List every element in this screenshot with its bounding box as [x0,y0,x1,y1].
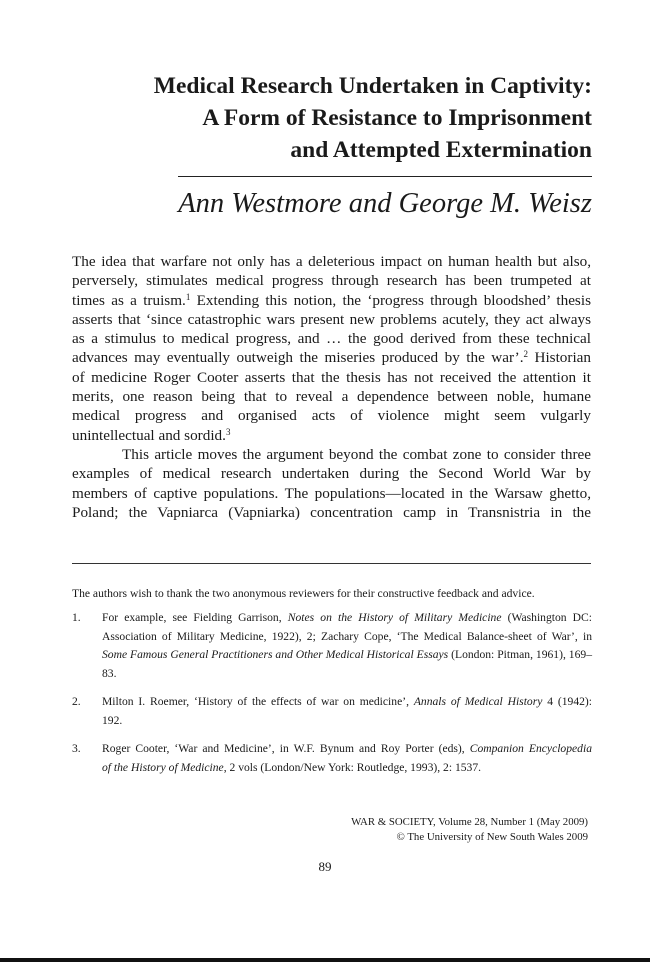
title-divider [178,176,592,177]
page-bottom-border [0,958,650,962]
footnote-line: 83. [102,666,117,680]
footnote-line: Roger Cooter, ‘War and Medicine’, in W.F. Bynum and Roy Porter (eds), Companion Encyclopedia [102,742,592,755]
body-line: examples of medical research undertaken during the Second World War by [72,465,591,483]
footnote-number: 2. [72,695,81,708]
footnote-line: Association of Military Medicine, 1922), 2; Zachary Cope, ‘The Medical Balance-sheet of War’, in [102,629,592,643]
article-body [72,252,591,522]
footnote-number: 1. [72,611,81,624]
footnote-line: 192. [102,713,123,727]
body-line: times as a truism.$^1$ Extending this notion, the ‘progress through bloodshed’ thesis [72,291,591,309]
title-line-2: A Form of Resistance to Imprisonment [202,105,592,131]
footnote-ref-1[interactable]: 1 [185,291,191,302]
body-line: perversely, stimulates medical progress through research has been trumpeted at [72,272,591,290]
footnote-3 [72,740,592,777]
body-line: unintellectual and sordid.$^3$ [72,426,231,444]
footnote-number: 3. [72,742,81,755]
title-line-3: and Attempted Extermination [290,137,592,163]
footnotes-list [72,609,592,787]
page-number: 89 [318,859,332,874]
body-line: of medicine Roger Cooter asserts that the thesis has not received the attention it [72,368,591,386]
footnote-2 [72,693,592,730]
journal-copyright: © The University of New South Wales 2009 [396,830,588,843]
body-line: as a stimulus to medical progress, and … the good derived from these technical [72,330,591,348]
footnote-ref-2[interactable]: 2 [523,349,528,360]
journal-citation: WAR & SOCIETY, Volume 28, Number 1 (May 2009) [351,816,588,828]
footnote-line: For example, see Fielding Garrison, Notes on the History of Military Medicine (Washington DC: [102,611,593,624]
body-line: merits, one reason being that to reveal a dependence between noble, humane [72,388,591,406]
footnote-divider [72,563,591,564]
footnote-1 [72,609,592,683]
body-line: Poland; the Vapniarca (Vapniarka) concentration camp in Transnistria in the [72,503,591,521]
journal-info [351,815,588,844]
footnote-ref-3[interactable]: 3 [225,426,231,437]
article-authors: Ann Westmore and George M. Weisz [178,188,592,219]
body-line: members of captive populations. The populations—located in the Warsaw ghetto, [72,484,591,502]
body-line: advances may eventually outweigh the miseries produced by the war’.$^2$ Historian [72,349,592,367]
body-paragraph-2 [72,445,591,522]
article-title [60,70,592,166]
body-line: This article moves the argument beyond the combat zone to consider three [122,445,591,463]
body-line: medical progress and organised acts of violence might seem vulgarly [72,407,591,425]
body-paragraph-1 [72,252,591,445]
body-line: asserts that ‘since catastrophic wars present new problems acutely, they act always [72,310,591,328]
footnote-line: Some Famous General Practitioners and Other Medical Historical Essays (London: Pitman, 1961), 169– [102,648,592,661]
footnote-line: Milton I. Roemer, ‘History of the effects of war on medicine’, Annals of Medical History 4 (1942): [102,695,592,708]
acknowledgement-note: The authors wish to thank the two anonymous reviewers for their constructive feedback and advice. [72,587,535,600]
footnote-line: of the History of Medicine, 2 vols (London/New York: Routledge, 1993), 2: 1537. [102,760,482,774]
title-line-1: Medical Research Undertaken in Captivity: [153,73,592,99]
body-line: The idea that warfare not only has a deleterious impact on human health but also, [72,253,591,270]
